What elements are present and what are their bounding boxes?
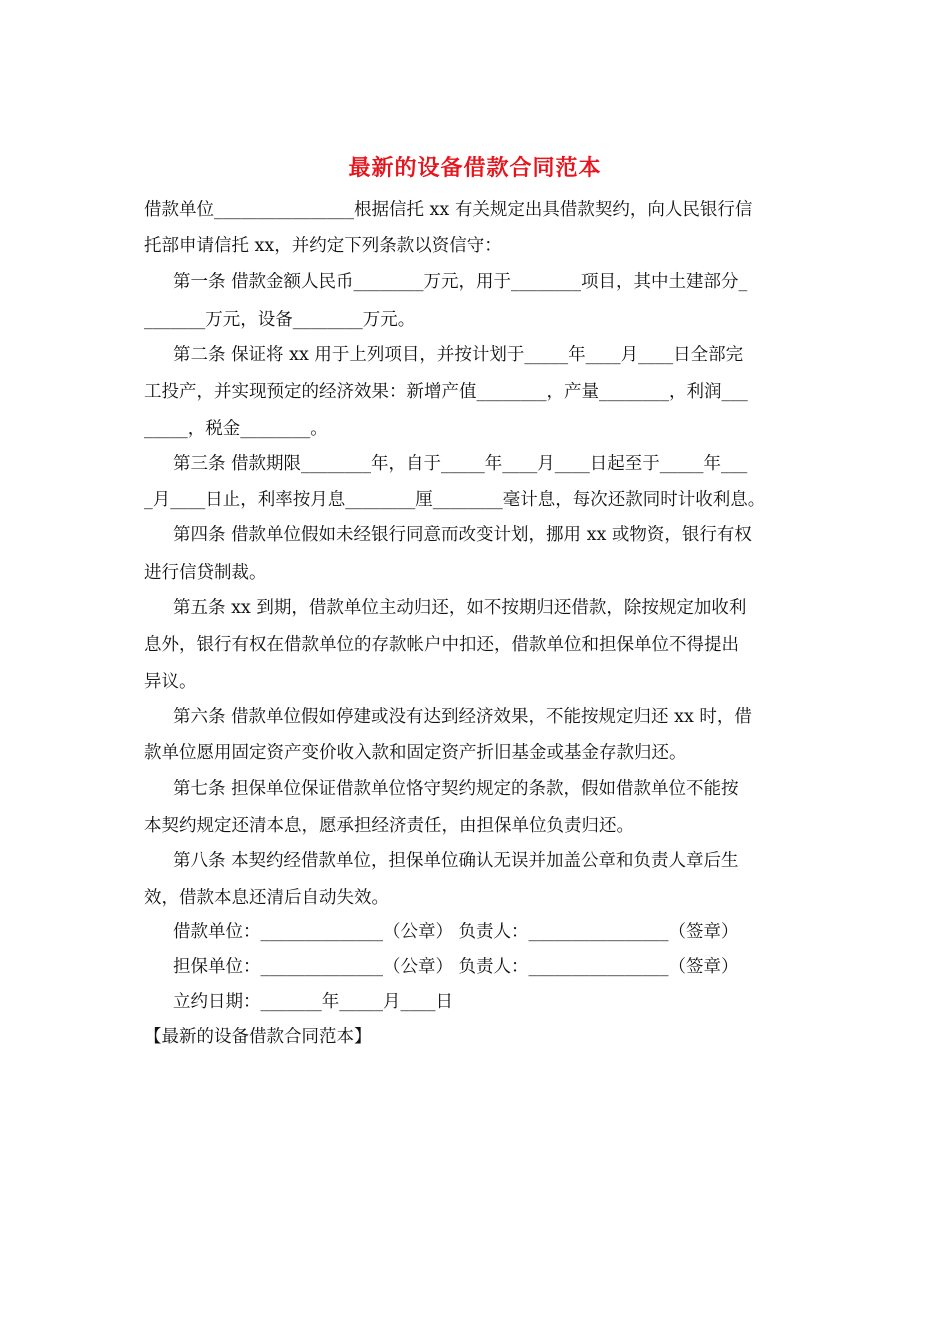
article-7-line: 本契约规定还清本息，愿承担经济责任，由担保单位负责归还。 — [144, 816, 634, 836]
article-4-line: 进行信贷制裁。 — [144, 563, 267, 583]
article-1-line: _______万元，设备________万元。 — [144, 310, 416, 330]
article-6-line: 款单位愿用固定资产变价收入款和固定资产折旧基金或基金存款归还。 — [144, 743, 687, 763]
article-6-line: 第六条 借款单位假如停建或没有达到经济效果，不能按规定归还 xx 时，借 — [173, 707, 752, 727]
document-footer-title: 【最新的设备借款合同范本】 — [144, 1027, 372, 1047]
borrower-signature-line: 借款单位：______________（公章） 负责人：________________（签章） — [173, 922, 739, 942]
article-8-line: 第八条 本契约经借款单位，担保单位确认无误并加盖公章和负责人章后生 — [173, 851, 739, 871]
article-2-line: _____，税金________。 — [144, 419, 328, 439]
article-3-line: _月____日止，利率按月息________厘________毫计息，每次还款同时计收利息。 — [144, 490, 766, 510]
article-1-line: 第一条 借款金额人民币________万元，用于________项目，其中土建部分_ — [173, 272, 748, 292]
article-5-line: 息外，银行有权在借款单位的存款帐户中扣还，借款单位和担保单位不得提出 — [144, 635, 739, 655]
contract-date-line: 立约日期：_______年_____月____日 — [173, 992, 453, 1012]
article-5-line: 异议。 — [144, 672, 197, 692]
article-2-line: 第二条 保证将 xx 用于上列项目，并按计划于_____年____月____日全部完 — [173, 345, 744, 365]
guarantor-signature-line: 担保单位：______________（公章） 负责人：________________（签章） — [173, 957, 739, 977]
paragraph-line: 借款单位________________根据信托 xx 有关规定出具借款契约，向人民银行信 — [144, 200, 753, 220]
paragraph-line: 托部申请信托 xx，并约定下列条款以资信守： — [144, 236, 502, 256]
article-2-line: 工投产，并实现预定的经济效果：新增产值________，产量________，利润___ — [144, 382, 748, 402]
article-8-line: 效，借款本息还清后自动失效。 — [144, 888, 389, 908]
article-5-line: 第五条 xx 到期，借款单位主动归还，如不按期归还借款，除按规定加收利 — [173, 598, 747, 618]
article-3-line: 第三条 借款期限________年，自于_____年____月____日起至于_____年___ — [173, 454, 748, 474]
article-4-line: 第四条 借款单位假如未经银行同意而改变计划，挪用 xx 或物资，银行有权 — [173, 525, 752, 545]
article-7-line: 第七条 担保单位保证借款单位恪守契约规定的条款，假如借款单位不能按 — [173, 779, 739, 799]
document-title: 最新的设备借款合同范本 — [348, 155, 602, 181]
